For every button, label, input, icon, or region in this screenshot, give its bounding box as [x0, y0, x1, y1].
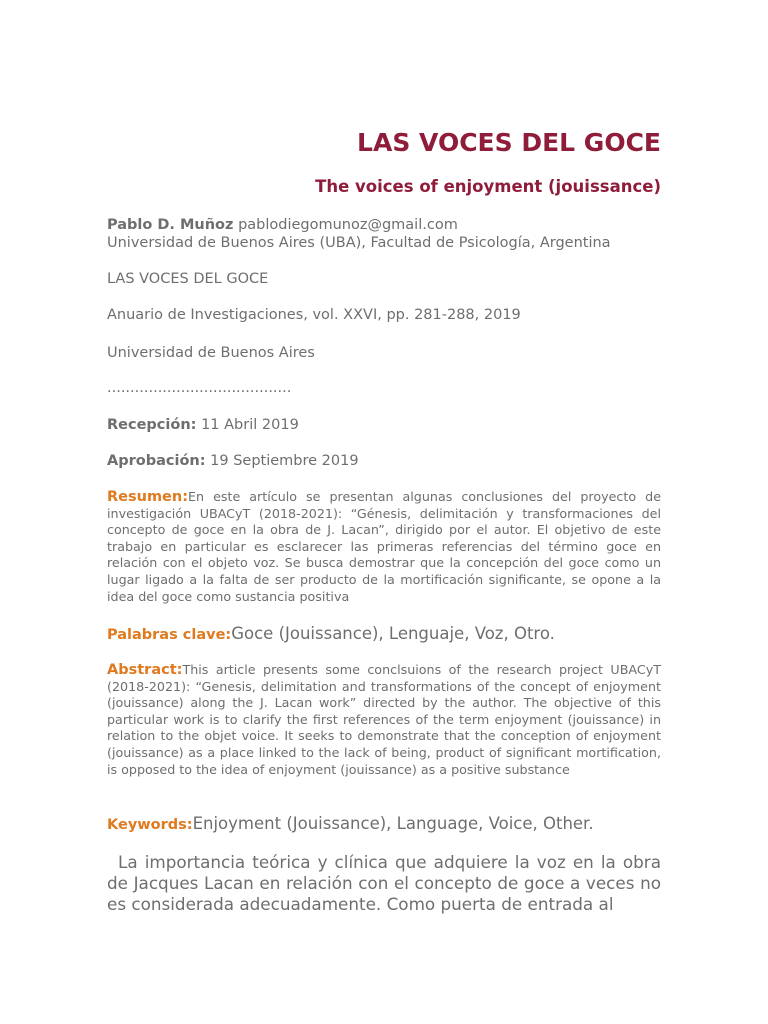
approval-label: Aprobación:: [107, 453, 206, 469]
author-name: Pablo D. Muñoz: [107, 217, 234, 233]
abstract-text: This article presents some conclsuions of the research project UBACyT (2018-2021): “Genesis, delimitation and transformations of the concept of enjoyment (jouissance) along the J. Lacan work” directed by the author. The objective of this particular work is to clarify the first references of the term enjoyment (jouissance) in relation to the objet voice. It seeks to demonstrate that the conception of enjoyment (jouissance) as a place linked to the lack of being, product of significant mortification, is opposed to the idea of enjoyment (jouissance) as a positive substance: [107, 662, 661, 777]
repeat-title: LAS VOCES DEL GOCE: [107, 271, 269, 287]
palabras-clave-text: Goce (Jouissance), Lenguaje, Voz, Otro.: [231, 624, 555, 643]
abstract-label: Abstract:: [107, 662, 183, 678]
palabras-clave-label: Palabras clave:: [107, 627, 232, 643]
paper-title: LAS VOCES DEL GOCE: [357, 128, 661, 157]
publisher: Universidad de Buenos Aires: [107, 345, 315, 361]
palabras-clave-line: [107, 624, 555, 643]
body-paragraph: La importancia teórica y clínica que adquiere la voz en la obra de Jacques Lacan en relación con el concepto de goce a veces no es considerada adecuadamente. Como puerta de entrada al: [107, 852, 661, 914]
resumen-label: Resumen:: [107, 489, 189, 505]
journal-citation: Anuario de Investigaciones, vol. XXVI, pp. 281-288, 2019: [107, 307, 521, 323]
reception-label: Recepción:: [107, 417, 197, 433]
keywords-text: Enjoyment (Jouissance), Language, Voice, Other.: [192, 814, 594, 833]
resumen-block: [107, 489, 661, 605]
abstract-block: [107, 662, 661, 778]
approval-date: [107, 452, 359, 470]
separator-dots: ........................................: [107, 380, 292, 396]
author-affiliation: Universidad de Buenos Aires (UBA), Facultad de Psicología, Argentina: [107, 235, 611, 251]
reception-value: 11 Abril 2019: [201, 417, 299, 433]
author-line: [107, 216, 458, 234]
keywords-line: [107, 814, 594, 833]
reception-date: [107, 416, 299, 434]
paper-subtitle: The voices of enjoyment (jouissance): [315, 177, 661, 196]
author-email[interactable]: pablodiegomunoz@gmail.com: [238, 217, 458, 233]
keywords-label: Keywords:: [107, 817, 193, 833]
approval-value: 19 Septiembre 2019: [210, 453, 359, 469]
resumen-text: En este artículo se presentan algunas conclusiones del proyecto de investigación UBACyT (2018-2021): “Génesis, delimitación y transformaciones del concepto de goce en la obra de J. Lacan”, dirigido por el autor. El objetivo de este trabajo en particular es esclarecer las primeras referencias del término goce en relación con el objeto voz. Se busca demostrar que la concepción del goce como un lugar ligado a la falta de ser producto de la mortificación significante, se opone a la idea del goce como sustancia positiva: [107, 489, 661, 604]
